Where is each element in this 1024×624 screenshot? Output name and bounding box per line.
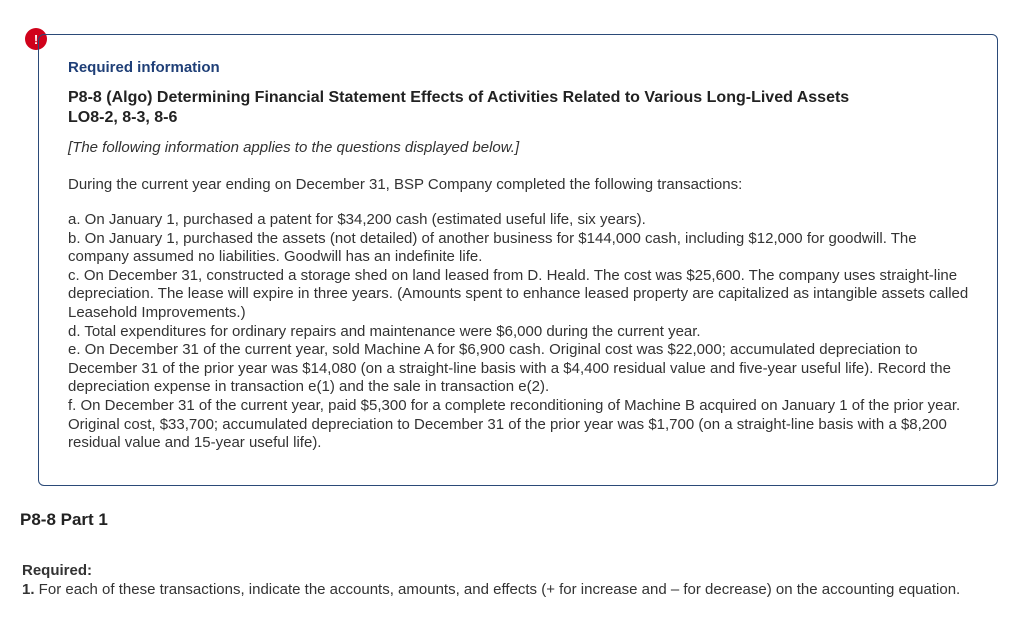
question-text: For each of these transactions, indicate the accounts, amounts, and effects (+ for increase and – for decrease) on the accounting equation. [34,580,961,598]
required-label: Required: [22,562,93,579]
problem-title-line1: P8-8 (Algo) Determining Financial Statement Effects of Activities Related to Various Long-Lived Assets [68,89,850,106]
question-number: 1. [22,580,35,598]
transaction-item-c: c. On December 31, constructed a storage shed on land leased from D. Heald. The cost was $25,600. The company uses straight-line depreciation. The lease will expire in three years. (Amounts spent to enhance leased property are capitalized as intangible assets called Leasehold Improvements.) [68,266,969,321]
transaction-item-e: e. On December 31 of the current year, sold Machine A for $6,900 cash. Original cost was $22,000; accumulated depreciation to December 31 of the prior year was $14,080 (on a straight-line basis with a $4,400 residual value and five-year useful life). Record the depreciation expense in transaction e(1) and the sale in transaction e(2). [68,341,951,396]
transaction-item-f: f. On December 31 of the current year, paid $5,300 for a complete reconditioning of Machine B acquired on January 1 of the prior year. Original cost, $33,700; accumulated depreciation to December 31 of the prior year was $1,700 (on a straight-line basis with a $8,200 residual value and 15-year useful life). [68,396,961,452]
transaction-item-b: b. On January 1, purchased the assets (not detailed) of another business for $144,000 cash, including $12,000 for goodwill. The company assumed no liabilities. Goodwill has an indefinite life. [68,229,917,266]
transaction-item-d: d. Total expenditures for ordinary repairs and maintenance were $6,000 during the current year. [68,322,701,340]
required-information-content [68,59,973,453]
part-heading: P8-8 Part 1 [20,510,108,529]
problem-title [68,88,973,128]
required-question [22,581,1002,600]
exclamation-icon: ! [25,28,47,50]
problem-title-line2: LO8-2, 8-3, 8-6 [68,109,178,126]
required-section [22,562,1002,599]
intro-text: During the current year ending on December 31, BSP Company completed the following transactions: [68,176,743,193]
transaction-item-a: a. On January 1, purchased a patent for $34,200 cash (estimated useful life, six years). [68,211,646,228]
required-information-heading: Required information [68,59,220,76]
required-information-panel [38,34,998,486]
transaction-list [68,211,973,453]
instruction-note: [The following information applies to the questions displayed below.] [68,139,520,156]
